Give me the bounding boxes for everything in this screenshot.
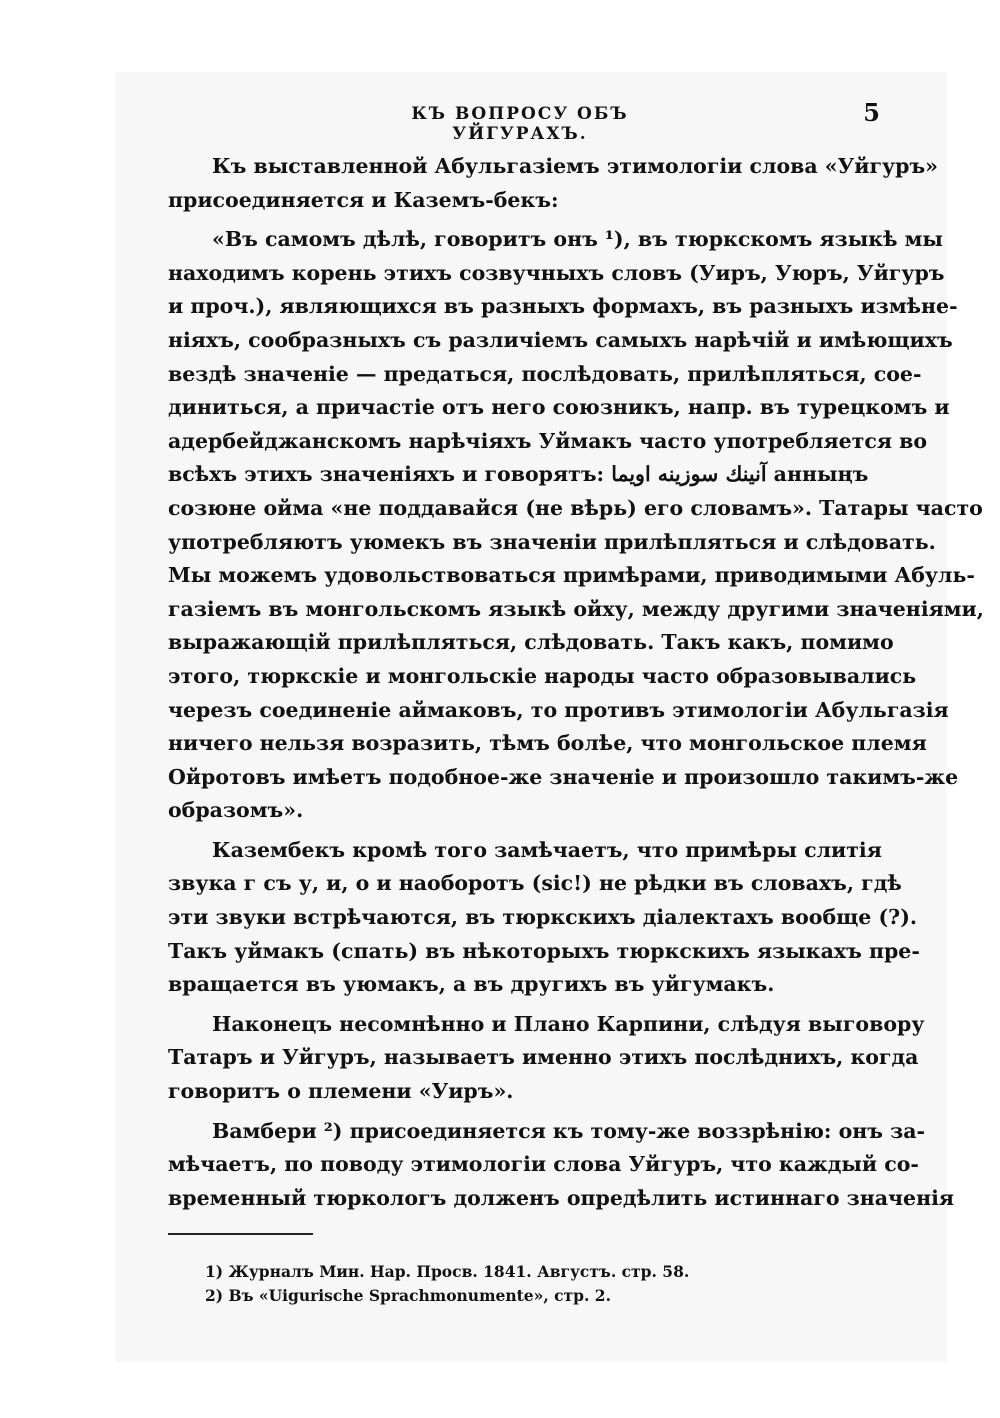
running-header	[0, 98, 1000, 144]
text-line: звука г съ у, и, о и наоборотъ (sic!) не рѣдки въ словахъ, гдѣ	[168, 871, 902, 896]
text-line: черезъ соединеніе аймаковъ, то противъ этимологіи Абульгазія	[168, 697, 949, 722]
text-line: адербейджанскомъ нарѣчіяхъ Уймакъ часто употребляется во	[168, 428, 928, 453]
text-line: Вамбери ²) присоединяется къ тому-же воззрѣнію: онъ за-	[212, 1118, 926, 1143]
text-line: этого, тюркскіе и монгольскіе народы часто образовывались	[168, 663, 917, 688]
text-line: присоединяется и Каземъ-бекъ:	[168, 187, 559, 212]
text-line: ничего нельзя возразить, тѣмъ болѣе, что монгольское племя	[168, 731, 927, 756]
text-line: употребляютъ уюмекъ въ значеніи прилѣпляться и слѣдовать.	[168, 529, 936, 554]
text-line: диниться, а причастіе отъ него союзникъ, напр. въ турецкомъ и	[168, 395, 950, 420]
text-line: образомъ».	[168, 798, 304, 823]
footnote-divider	[168, 1233, 313, 1235]
text-line: и проч.), являющихся въ разныхъ формахъ, въ разныхъ измѣне-	[168, 294, 958, 319]
text-line: Наконецъ несомнѣнно и Плано Карпини, слѣдуя выговору	[212, 1011, 925, 1036]
footnote: 1) Журналъ Мин. Нар. Просв. 1841. Августъ. стр. 58.	[205, 1262, 690, 1281]
paragraph	[168, 150, 938, 217]
paragraph	[168, 834, 920, 1002]
text-line: созюне ойма «не поддавайся (не вѣрь) его словамъ». Татары часто	[168, 495, 983, 520]
text-line: Такъ уймакъ (спать) въ нѣкоторыхъ тюркскихъ языкахъ пре-	[168, 938, 920, 963]
text-line: Мы можемъ удовольствоваться примѣрами, приводимыми Абуль-	[168, 563, 975, 588]
text-line: временный тюркологъ долженъ опредѣлить истиннаго значенія	[168, 1185, 955, 1210]
text-line: Татаръ и Уйгуръ, называетъ именно этихъ послѣднихъ, когда	[168, 1045, 919, 1070]
text-line: Казембекъ кромѣ того замѣчаетъ, что примѣры слитія	[212, 837, 882, 862]
text-line: говоритъ о племени «Уиръ».	[168, 1079, 514, 1104]
text-line: Ойротовъ имѣетъ подобное-же значеніе и произошло такимъ-же	[168, 764, 959, 789]
text-line: вращается въ уюмакъ, а въ другихъ въ уйгумакъ.	[168, 972, 775, 997]
text-line: находимъ корень этихъ созвучныхъ словъ (Уиръ, Уюръ, Уйгуръ	[168, 260, 945, 285]
footnotes	[205, 1260, 845, 1308]
paragraph	[168, 1115, 955, 1216]
body-text	[168, 150, 984, 1221]
paragraph	[168, 223, 984, 828]
running-title: КЪ ВОПРОСУ ОБЪ УЙГУРАХЪ.	[411, 104, 629, 144]
text-line: вездѣ значеніе — предаться, послѣдовать, прилѣпляться, сое-	[168, 361, 922, 386]
page-number: 5	[863, 98, 880, 127]
text-line: мѣчаетъ, по поводу этимологіи слова Уйгуръ, что каждый со-	[168, 1152, 919, 1177]
text-line: Къ выставленной Абульгазіемъ этимологіи слова «Уйгуръ»	[212, 154, 938, 178]
paragraph	[168, 1008, 925, 1109]
footnote: 2) Въ «Uigurische Sprachmonumente», стр. 2.	[205, 1286, 611, 1305]
text-line: выражающій прилѣпляться, слѣдовать. Такъ какъ, помимо	[168, 630, 894, 655]
text-line: всѣхъ этихъ значеніяхъ и говорятъ: آنينك سوزينه اويما анныңъ	[168, 462, 869, 487]
text-line: эти звуки встрѣчаются, въ тюркскихъ діалектахъ вообще (?).	[168, 905, 918, 930]
text-line: газіемъ въ монгольскомъ языкѣ ойху, между другими значеніями,	[168, 596, 984, 621]
text-line: «Въ самомъ дѣлѣ, говоритъ онъ ¹), въ тюркскомъ языкѣ мы	[212, 227, 943, 252]
text-line: ніяхъ, сообразныхъ съ различіемъ самыхъ нарѣчій и имѣющихъ	[168, 327, 953, 352]
